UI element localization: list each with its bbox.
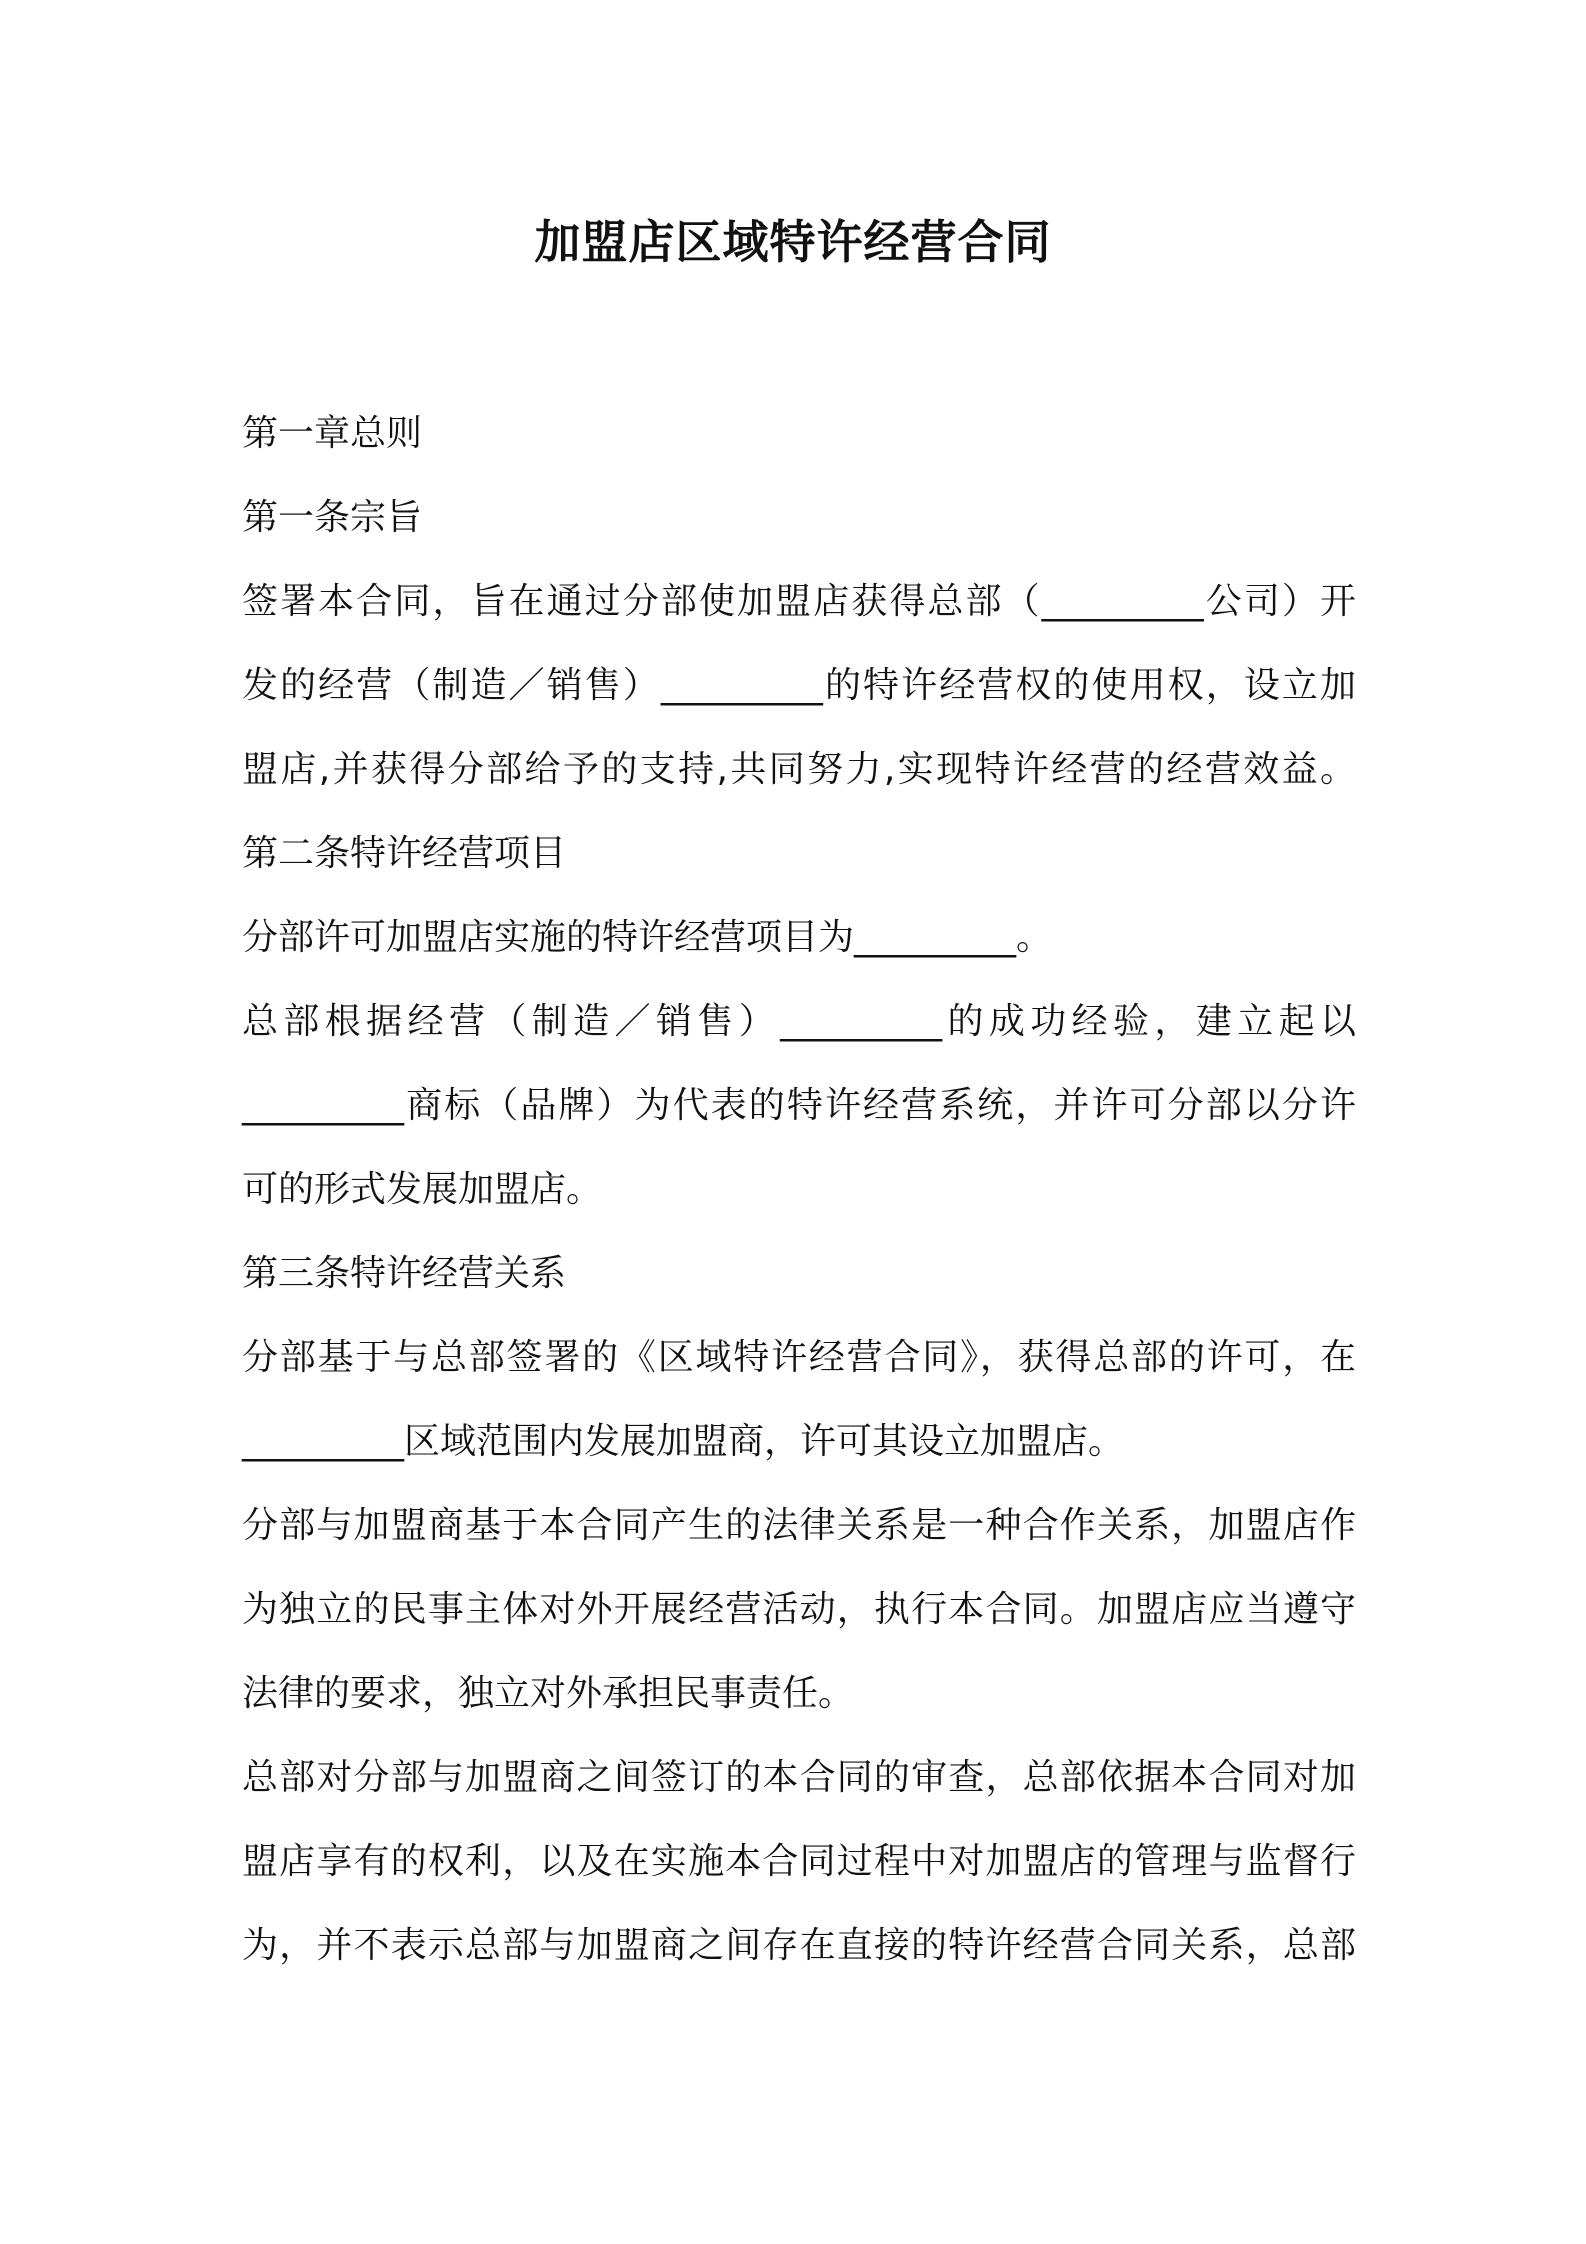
- paragraph-line: 总部对分部与加盟商之间签订的本合同的审查，总部依据本合同对加: [242, 1757, 1356, 1798]
- paragraph-line: _________区域范围内发展加盟商，许可其设立加盟店。: [242, 1421, 1125, 1462]
- paragraph-line: 法律的要求，独立对外承担民事责任。: [242, 1673, 855, 1714]
- paragraph-line: 发的经营（制造／销售）_________的特许经营权的使用权，设立加: [242, 665, 1356, 706]
- chapter-heading: 第一章总则: [242, 413, 423, 454]
- paragraph-line: 为，并不表示总部与加盟商之间存在直接的特许经营合同关系，总部: [242, 1925, 1356, 1966]
- paragraph-line: 盟店,并获得分部给予的支持,共同努力,实现特许经营的经营效益。: [242, 749, 1356, 790]
- paragraph-line: 盟店享有的权利，以及在实施本合同过程中对加盟店的管理与监督行: [242, 1841, 1356, 1882]
- paragraph-line: 分部与加盟商基于本合同产生的法律关系是一种合作关系，加盟店作: [242, 1505, 1356, 1546]
- paragraph-line: 总部根据经营（制造／销售）_________的成功经验，建立起以: [242, 1001, 1356, 1042]
- article-heading: 第三条特许经营关系: [242, 1253, 567, 1294]
- paragraph-line: 可的形式发展加盟店。: [242, 1169, 603, 1210]
- paragraph-line: 分部基于与总部签署的《区域特许经营合同》，获得总部的许可，在: [242, 1337, 1356, 1378]
- paragraph-line: 为独立的民事主体对外开展经营活动，执行本合同。加盟店应当遵守: [242, 1589, 1356, 1630]
- paragraph-line: _________商标（品牌）为代表的特许经营系统，并许可分部以分许: [242, 1085, 1356, 1126]
- paragraph-line: 签署本合同，旨在通过分部使加盟店获得总部（_________公司）开: [242, 581, 1356, 622]
- article-heading: 第二条特许经营项目: [242, 833, 567, 874]
- document-title: 加盟店区域特许经营合同: [534, 215, 1052, 269]
- article-heading: 第一条宗旨: [242, 497, 423, 538]
- paragraph-line: 分部许可加盟店实施的特许经营项目为_________。: [242, 917, 1053, 958]
